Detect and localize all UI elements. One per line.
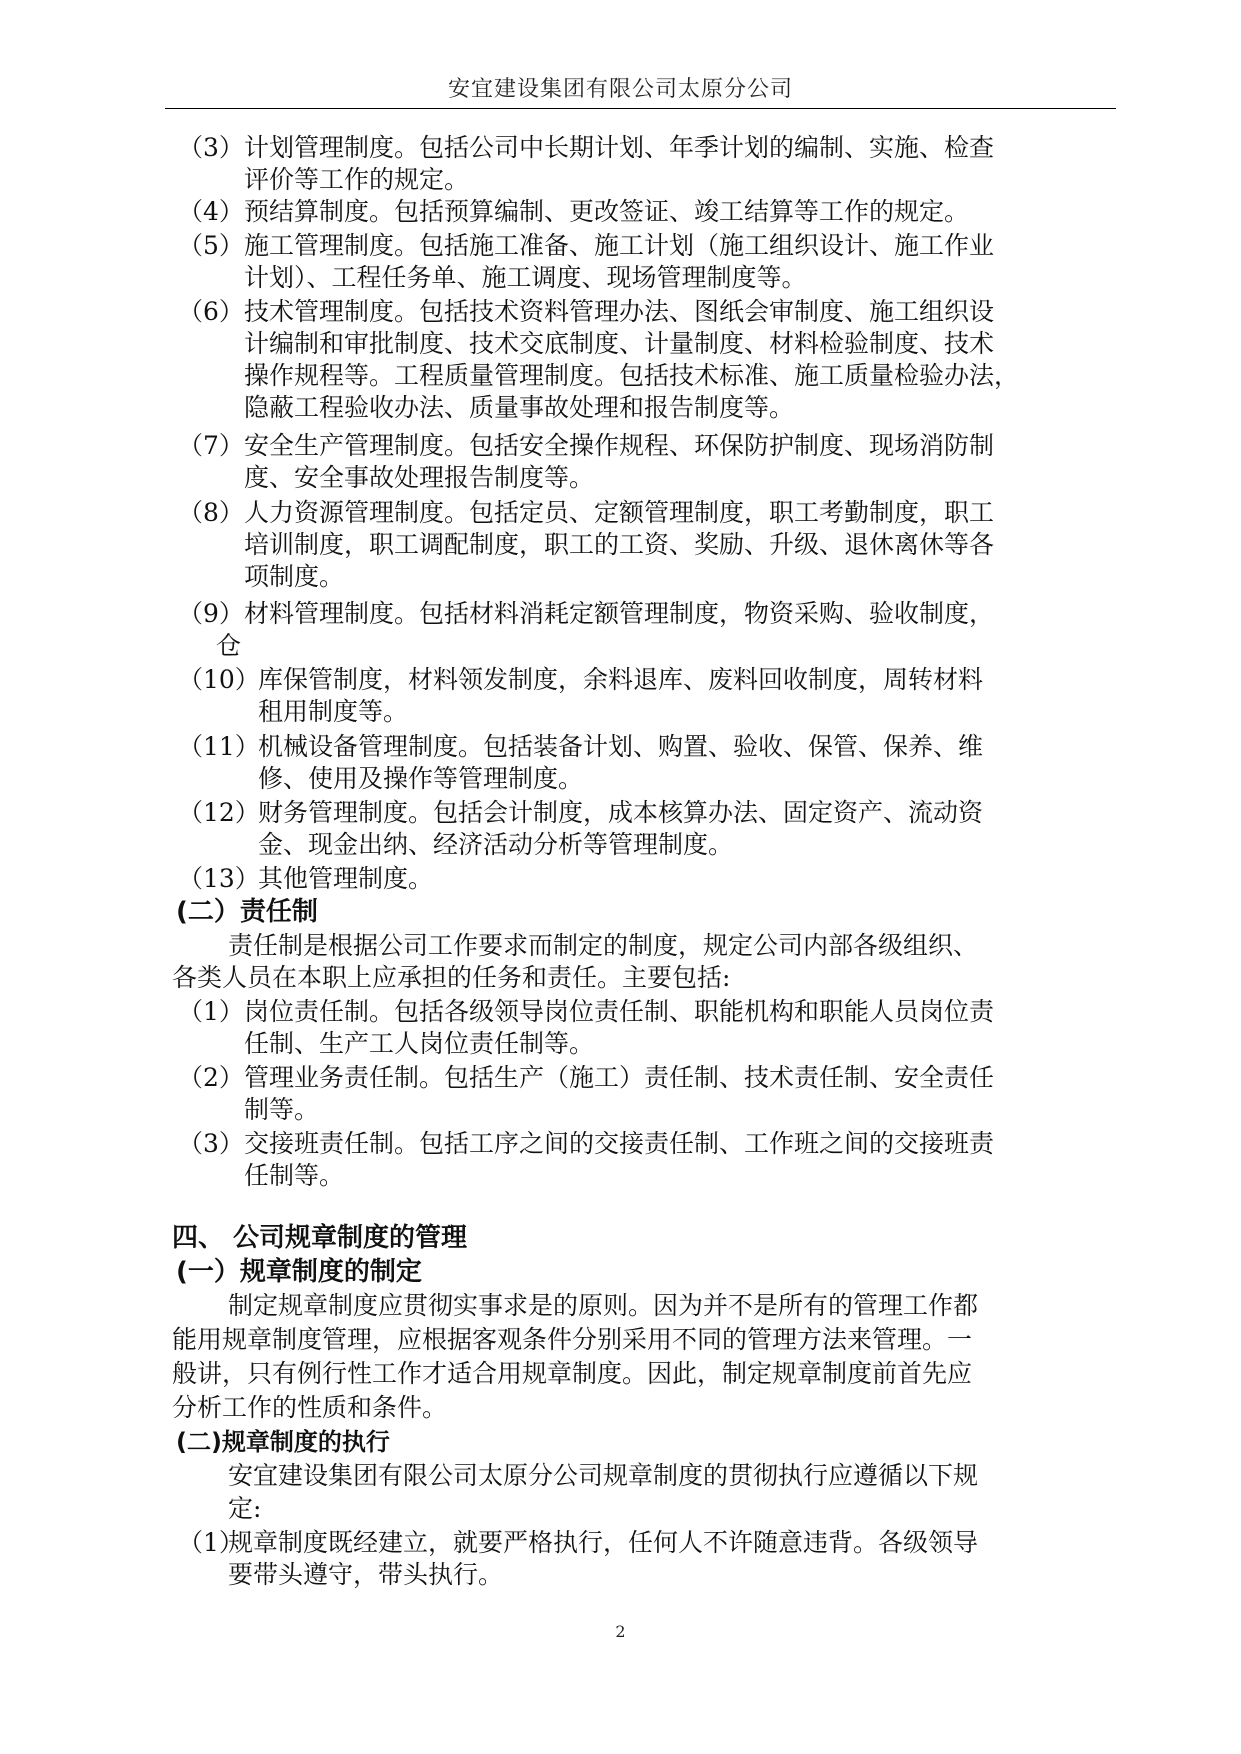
list-item-label: （1） — [178, 997, 244, 1026]
list-item-line: 人力资源管理制度。包括定员、定额管理制度，职工考勤制度，职工 — [244, 498, 995, 527]
header-title: 安宜建设集团有限公司太原分公司 — [447, 77, 793, 102]
section-4-2-heading: (二)规章制度的执行 — [176, 1428, 390, 1456]
list-item-line: 任制、生产工人岗位责任制等。 — [244, 1029, 595, 1058]
paragraph-line: 责任制是根据公司工作要求而制定的制度，规定公司内部各级组织、 — [228, 931, 979, 960]
list-item-line: 库保管制度，材料领发制度，余料退库、废料回收制度，周转材料 — [258, 665, 984, 694]
list-item-line: 管理业务责任制。包括生产（施工）责任制、技术责任制、安全责任 — [244, 1063, 995, 1092]
list-item-line: 修、使用及操作等管理制度。 — [258, 764, 584, 793]
list-item-label: （12） — [178, 798, 260, 827]
paragraph-line: 制定规章制度应贯彻实事求是的原则。因为并不是所有的管理工作都 — [228, 1291, 979, 1320]
list-item-line: 机械设备管理制度。包括装备计划、购置、验收、保管、保养、维 — [258, 732, 984, 761]
header-divider — [165, 108, 1116, 109]
list-item-line: 制等。 — [244, 1095, 320, 1124]
list-item-line: 安全生产管理制度。包括安全操作规程、环保防护制度、现场消防制 — [244, 431, 995, 460]
list-item-line: 要带头遵守，带头执行。 — [228, 1560, 504, 1589]
list-item-line: 租用制度等。 — [258, 697, 409, 726]
responsibility-heading: (二）责任制 — [176, 897, 318, 927]
list-item-line: 材料管理制度。包括材料消耗定额管理制度，物资采购、验收制度， — [244, 599, 995, 628]
list-item-line: 技术管理制度。包括技术资料管理办法、图纸会审制度、施工组织设 — [244, 297, 995, 326]
list-item-line: 规章制度既经建立，就要严格执行，任何人不许随意违背。各级领导 — [228, 1528, 979, 1557]
section-4-heading: 四、 公司规章制度的管理 — [172, 1223, 468, 1253]
section-4-1-heading: (一）规章制度的制定 — [176, 1257, 422, 1287]
list-item-label: （11） — [178, 732, 260, 761]
list-item-line: 隐蔽工程验收办法、质量事故处理和报告制度等。 — [244, 393, 795, 422]
paragraph-line: 分析工作的性质和条件。 — [172, 1393, 448, 1422]
list-item-label: （2） — [178, 1063, 244, 1092]
list-item-line: 仓 — [216, 631, 242, 660]
list-item-label: （9） — [178, 599, 244, 628]
paragraph-line: 安宜建设集团有限公司太原分公司规章制度的贯彻执行应遵循以下规 — [228, 1461, 979, 1490]
paragraph-line: 各类人员在本职上应承担的任务和责任。主要包括: — [172, 963, 731, 992]
list-item-line: 计编制和审批制度、技术交底制度、计量制度、材料检验制度、技术 — [244, 329, 995, 358]
list-item-line: 项制度。 — [244, 562, 345, 591]
paragraph-line: 定: — [228, 1494, 262, 1523]
list-item-line: 其他管理制度。 — [258, 864, 434, 893]
list-item-line: 培训制度，职工调配制度，职工的工资、奖励、升级、退休离休等各 — [244, 530, 995, 559]
list-item-label: （1） — [178, 1528, 244, 1557]
paragraph-line: 般讲，只有例行性工作才适合用规章制度。因此，制定规章制度前首先应 — [172, 1359, 973, 1388]
list-item-label: （6） — [178, 297, 244, 326]
list-item-label: （7） — [178, 431, 244, 460]
list-item-line: 度、安全事故处理报告制度等。 — [244, 463, 595, 492]
list-item-label: （3） — [178, 133, 244, 162]
list-item-line: 任制等。 — [244, 1161, 345, 1190]
list-item-line: 财务管理制度。包括会计制度，成本核算办法、固定资产、流动资 — [258, 798, 984, 827]
list-item-line: 交接班责任制。包括工序之间的交接责任制、工作班之间的交接班责 — [244, 1129, 995, 1158]
list-item-line: 岗位责任制。包括各级领导岗位责任制、职能机构和职能人员岗位责 — [244, 997, 995, 1026]
list-item-label: （13） — [178, 864, 260, 893]
list-item-label: （5） — [178, 231, 244, 260]
list-item-label: （8） — [178, 498, 244, 527]
list-item-line: 评价等工作的规定。 — [244, 165, 470, 194]
paragraph-line: 能用规章制度管理，应根据客观条件分别采用不同的管理方法来管理。一 — [172, 1325, 973, 1354]
list-item-line: 预结算制度。包括预算编制、更改签证、竣工结算等工作的规定。 — [244, 197, 970, 226]
list-item-line: 计划管理制度。包括公司中长期计划、年季计划的编制、实施、检查 — [244, 133, 995, 162]
list-item-line: 金、现金出纳、经济活动分析等管理制度。 — [258, 830, 734, 859]
list-item-label: （10） — [178, 665, 260, 694]
list-item-label: （3） — [178, 1129, 244, 1158]
page-number: 2 — [615, 1622, 626, 1641]
list-item-label: （4） — [178, 197, 244, 226]
list-item-line: 计划）、工程任务单、施工调度、现场管理制度等。 — [244, 263, 807, 292]
list-item-line: 施工管理制度。包括施工准备、施工计划（施工组织设计、施工作业 — [244, 231, 995, 260]
list-item-line: 操作规程等。工程质量管理制度。包括技术标准、施工质量检验办法， — [244, 361, 1020, 390]
